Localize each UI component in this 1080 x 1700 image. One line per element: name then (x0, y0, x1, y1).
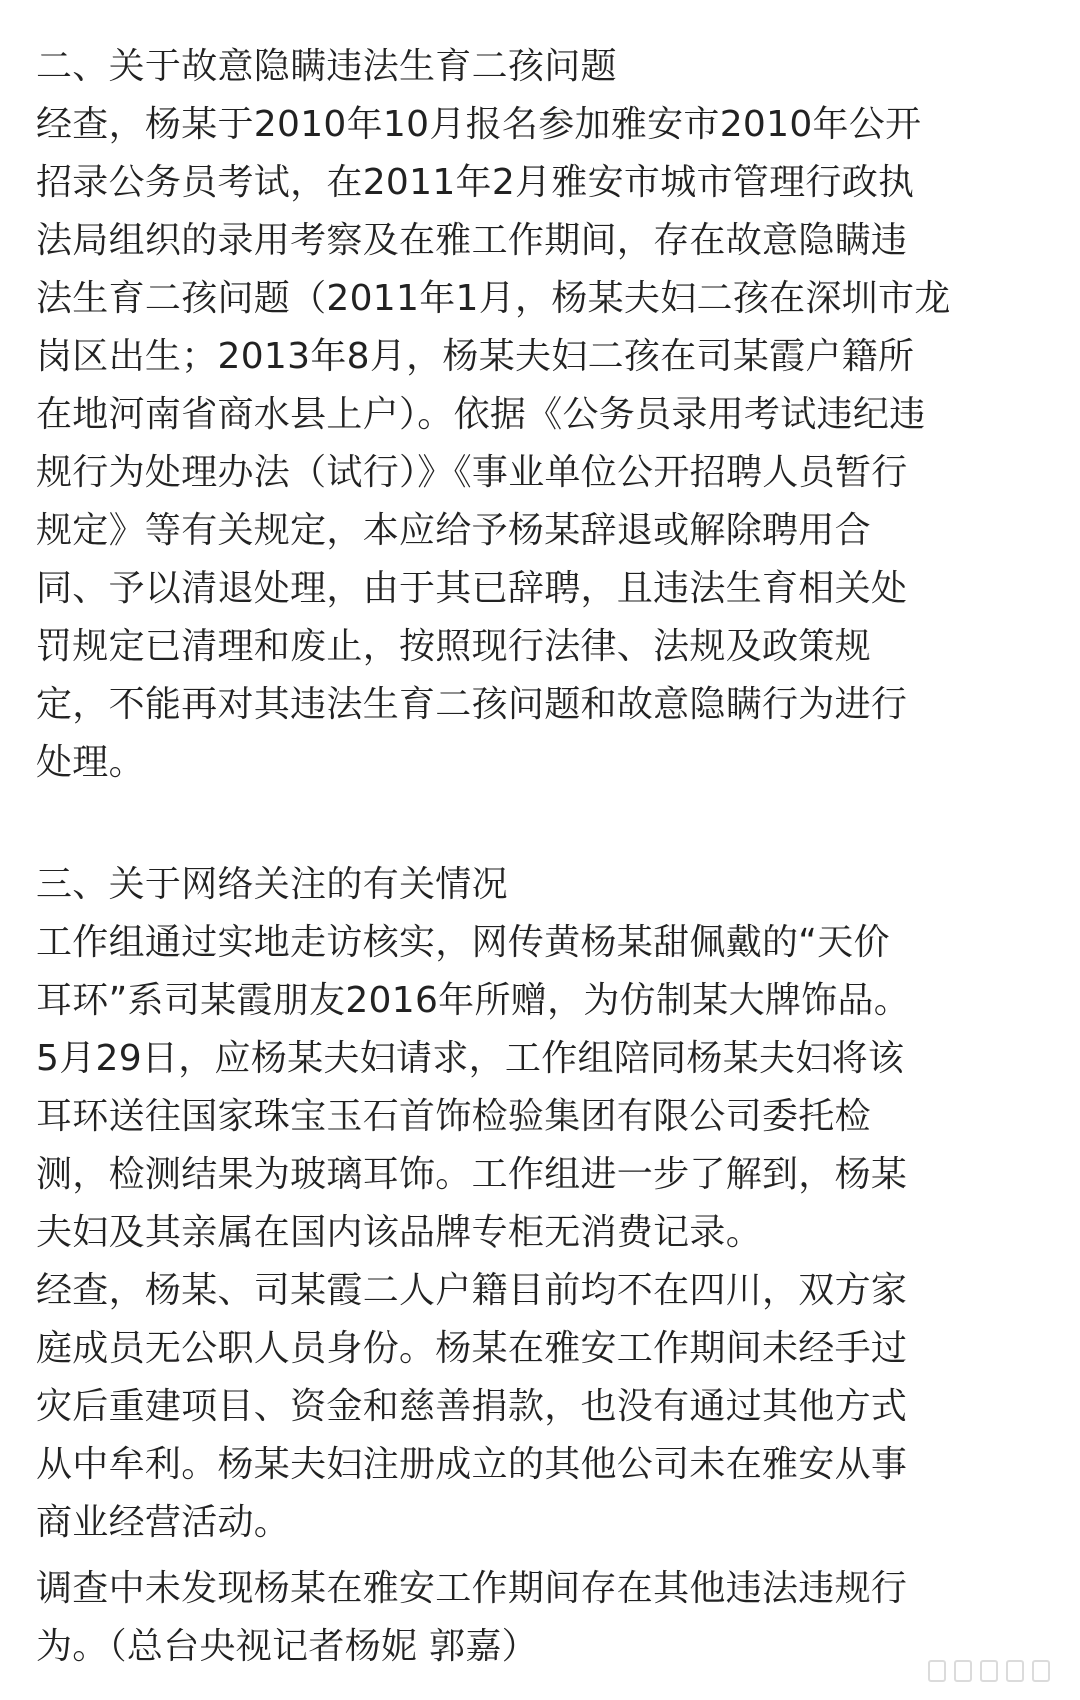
paragraph-line: 经查，杨某于2010年10月报名参加雅安市2010年公开 (36, 104, 922, 145)
paragraph-line: 工作组通过实地走访核实，网传黄杨某甜佩戴的“天价 (36, 922, 890, 963)
paragraph-line: 罚规定已清理和废止，按照现行法律、法规及政策规 (36, 626, 871, 667)
paragraph-line: 规行为处理办法（试行）》《事业单位公开招聘人员暂行 (36, 452, 908, 493)
paragraph-line: 法局组织的录用考察及在雅工作期间，存在故意隐瞒违 (36, 220, 908, 261)
paragraph-line: 调查中未发现杨某在雅安工作期间存在其他违法违规行 (36, 1568, 908, 1609)
paragraph-line: 5月29日，应杨某夫妇请求，工作组陪同杨某夫妇将该 (36, 1038, 905, 1079)
paragraph-line: 招录公务员考试，在2011年2月雅安市城市管理行政执 (36, 162, 915, 203)
paragraph-line: 处理。 (36, 742, 145, 783)
watermark-graphic (928, 1656, 1058, 1686)
paragraph-line: 规定》等有关规定，本应给予杨某辞退或解除聘用合 (36, 510, 871, 551)
section-2 (36, 38, 1046, 792)
paragraph-line: 经查，杨某、司某霞二人户籍目前均不在四川，双方家 (36, 1270, 908, 1311)
section-divider-space (36, 792, 1046, 856)
paragraph-line: 为。（总台央视记者杨妮 郭嘉） (36, 1626, 538, 1667)
paragraph-line: 法生育二孩问题（2011年1月，杨某夫妇二孩在深圳市龙 (36, 278, 951, 319)
conclusion (36, 1560, 1046, 1676)
paragraph-line: 庭成员无公职人员身份。杨某在雅安工作期间未经手过 (36, 1328, 908, 1369)
paragraph-line: 耳环送往国家珠宝玉石首饰检验集团有限公司委托检 (36, 1096, 871, 1137)
paragraph-line: 从中牟利。杨某夫妇注册成立的其他公司未在雅安从事 (36, 1444, 908, 1485)
paragraph-space (36, 1552, 1046, 1560)
section-3-heading: 三、关于网络关注的有关情况 (36, 864, 508, 905)
paragraph-line: 同、予以清退处理，由于其已辞聘，且违法生育相关处 (36, 568, 908, 609)
paragraph-line: 定，不能再对其违法生育二孩问题和故意隐瞒行为进行 (36, 684, 908, 725)
document-body (36, 38, 1046, 1676)
section-2-heading: 二、关于故意隐瞒违法生育二孩问题 (36, 46, 617, 87)
paragraph-line: 耳环”系司某霞朋友2016年所赠，为仿制某大牌饰品。 (36, 980, 911, 1021)
paragraph-line: 在地河南省商水县上户）。依据《公务员录用考试违纪违 (36, 394, 926, 435)
paragraph-line: 商业经营活动。 (36, 1502, 291, 1543)
paragraph-line: 灾后重建项目、资金和慈善捐款，也没有通过其他方式 (36, 1386, 908, 1427)
section-3 (36, 856, 1046, 1552)
paragraph-line: 测，检测结果为玻璃耳饰。工作组进一步了解到，杨某 (36, 1154, 908, 1195)
paragraph-line: 夫妇及其亲属在国内该品牌专柜无消费记录。 (36, 1212, 763, 1253)
paragraph-line: 岗区出生；2013年8月，杨某夫妇二孩在司某霞户籍所 (36, 336, 915, 377)
